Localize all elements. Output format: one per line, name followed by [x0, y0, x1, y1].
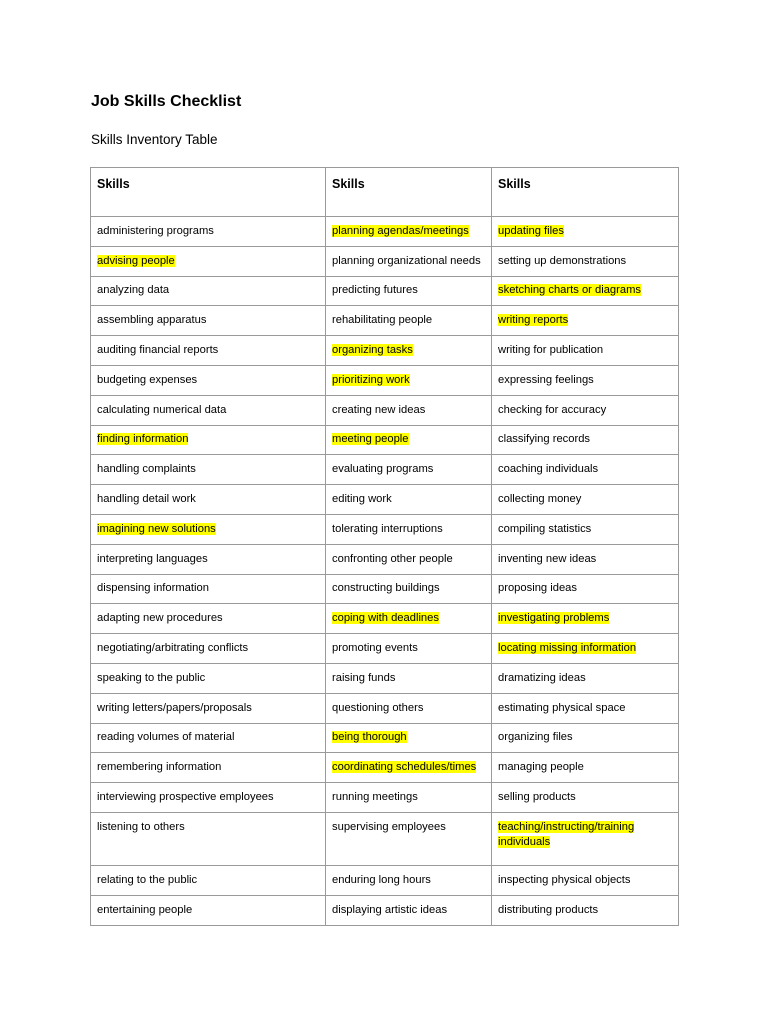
table-cell — [326, 395, 492, 425]
skill-text: reading volumes of material — [97, 731, 235, 744]
table-cell — [492, 723, 679, 753]
column-header: Skills — [492, 168, 679, 217]
highlighted-skill-text: organizing tasks — [332, 344, 413, 357]
skill-text: listening to others — [97, 820, 185, 833]
table-cell — [326, 783, 492, 813]
table-cell — [326, 753, 492, 783]
table-row — [91, 865, 679, 895]
skill-text: running meetings — [332, 791, 418, 804]
skill-text: entertaining people — [97, 903, 193, 916]
skill-text: distributing products — [498, 903, 599, 916]
skill-text: analyzing data — [97, 284, 170, 297]
table-cell — [492, 425, 679, 455]
table-cell — [326, 895, 492, 925]
skill-text: questioning others — [332, 701, 424, 714]
table-row — [91, 455, 679, 485]
skill-text: organizing files — [498, 731, 573, 744]
highlighted-skill-text: locating missing information — [498, 642, 637, 655]
table-cell — [91, 723, 326, 753]
skill-text: inventing new ideas — [498, 552, 597, 565]
table-cell — [326, 276, 492, 306]
skill-text: calculating numerical data — [97, 403, 227, 416]
table-row — [91, 514, 679, 544]
table-cell — [326, 306, 492, 336]
table-cell — [326, 574, 492, 604]
table-cell — [91, 604, 326, 634]
table-row — [91, 753, 679, 783]
skill-text: estimating physical space — [498, 701, 626, 714]
skill-text: evaluating programs — [332, 463, 434, 476]
column-header: Skills — [326, 168, 492, 217]
table-row — [91, 365, 679, 395]
skill-text: writing letters/papers/proposals — [97, 701, 252, 714]
table-cell — [326, 812, 492, 865]
table-cell — [91, 544, 326, 574]
highlighted-skill-text: imagining new solutions — [97, 522, 216, 535]
skill-text: proposing ideas — [498, 582, 577, 595]
table-cell — [91, 306, 326, 336]
table-cell — [492, 753, 679, 783]
highlighted-skill-text: coping with deadlines — [332, 612, 439, 625]
table-cell — [492, 365, 679, 395]
table-cell — [326, 365, 492, 395]
skills-inventory-table — [90, 167, 679, 926]
skill-text: promoting events — [332, 642, 418, 655]
skill-text: selling products — [498, 791, 576, 804]
table-cell — [326, 485, 492, 515]
highlighted-skill-text: advising people — [97, 254, 175, 267]
table-row — [91, 723, 679, 753]
table-cell — [492, 306, 679, 336]
skill-text: supervising employees — [332, 820, 446, 833]
table-row — [91, 544, 679, 574]
skill-text: handling complaints — [97, 463, 196, 476]
table-cell — [492, 485, 679, 515]
skill-text: administering programs — [97, 224, 214, 237]
skill-text: speaking to the public — [97, 671, 206, 684]
table-row — [91, 663, 679, 693]
skill-text: adapting new procedures — [97, 612, 223, 625]
table-cell — [91, 365, 326, 395]
skill-text: checking for accuracy — [498, 403, 607, 416]
skill-text: dispensing information — [97, 582, 209, 595]
table-cell — [326, 425, 492, 455]
table-cell — [492, 544, 679, 574]
table-row — [91, 276, 679, 306]
highlighted-skill-text: meeting people — [332, 433, 409, 446]
table-cell — [492, 276, 679, 306]
highlighted-skill-text: writing reports — [498, 314, 569, 327]
table-cell — [492, 783, 679, 813]
skill-text: budgeting expenses — [97, 373, 198, 386]
skill-text: relating to the public — [97, 873, 198, 886]
skill-text: constructing buildings — [332, 582, 440, 595]
table-row — [91, 217, 679, 247]
table-row — [91, 812, 679, 865]
table-cell — [492, 217, 679, 247]
table-cell — [326, 514, 492, 544]
table-cell — [91, 663, 326, 693]
table-cell — [91, 425, 326, 455]
table-cell — [91, 336, 326, 366]
table-cell — [91, 865, 326, 895]
table-cell — [326, 217, 492, 247]
skill-text: writing for publication — [498, 344, 604, 357]
table-cell — [492, 693, 679, 723]
table-cell — [91, 574, 326, 604]
skill-text: compiling statistics — [498, 522, 592, 535]
skill-text: tolerating interruptions — [332, 522, 443, 535]
skill-text: remembering information — [97, 761, 222, 774]
table-row — [91, 306, 679, 336]
column-header: Skills — [91, 168, 326, 217]
table-cell — [91, 276, 326, 306]
highlighted-skill-text: teaching/instructing/training individuals — [498, 820, 635, 848]
table-row — [91, 336, 679, 366]
highlighted-skill-text: prioritizing work — [332, 373, 410, 386]
table-row — [91, 693, 679, 723]
table-cell — [326, 336, 492, 366]
table-cell — [326, 723, 492, 753]
table-row — [91, 425, 679, 455]
table-cell — [326, 246, 492, 276]
table-row — [91, 395, 679, 425]
table-row — [91, 783, 679, 813]
table-cell — [326, 634, 492, 664]
table-cell — [492, 604, 679, 634]
table-cell — [492, 574, 679, 604]
skill-text: planning organizational needs — [332, 254, 481, 267]
skill-text: classifying records — [498, 433, 591, 446]
skill-text: assembling apparatus — [97, 314, 207, 327]
table-body — [91, 217, 679, 926]
skill-text: creating new ideas — [332, 403, 426, 416]
skill-text: inspecting physical objects — [498, 873, 631, 886]
highlighted-skill-text: investigating problems — [498, 612, 610, 625]
table-cell — [492, 395, 679, 425]
skill-text: expressing feelings — [498, 373, 594, 386]
table-cell — [492, 514, 679, 544]
table-row — [91, 485, 679, 515]
table-cell — [91, 217, 326, 247]
table-cell — [91, 514, 326, 544]
skill-text: auditing financial reports — [97, 344, 219, 357]
table-row — [91, 634, 679, 664]
skill-text: raising funds — [332, 671, 396, 684]
skill-text: rehabilitating people — [332, 314, 433, 327]
table-cell — [91, 455, 326, 485]
table-header-row — [91, 168, 679, 217]
table-row — [91, 604, 679, 634]
table-cell — [326, 604, 492, 634]
table-row — [91, 246, 679, 276]
skill-text: editing work — [332, 493, 392, 506]
table-cell — [91, 634, 326, 664]
table-row — [91, 574, 679, 604]
table-cell — [91, 812, 326, 865]
table-cell — [492, 455, 679, 485]
table-cell — [492, 663, 679, 693]
highlighted-skill-text: planning agendas/meetings — [332, 224, 469, 237]
table-cell — [91, 783, 326, 813]
table-cell — [91, 753, 326, 783]
table-cell — [326, 865, 492, 895]
skill-text: coaching individuals — [498, 463, 599, 476]
highlighted-skill-text: updating files — [498, 224, 564, 237]
table-caption: Skills Inventory Table — [91, 132, 218, 147]
table-cell — [492, 336, 679, 366]
table-cell — [91, 693, 326, 723]
skill-text: negotiating/arbitrating conflicts — [97, 642, 249, 655]
table-cell — [326, 544, 492, 574]
skill-text: interpreting languages — [97, 552, 208, 565]
table-row — [91, 895, 679, 925]
skill-text: interviewing prospective employees — [97, 791, 274, 804]
highlighted-skill-text: finding information — [97, 433, 189, 446]
highlighted-skill-text: being thorough — [332, 731, 407, 744]
skill-text: confronting other people — [332, 552, 453, 565]
table-cell — [492, 246, 679, 276]
table-cell — [492, 895, 679, 925]
table-cell — [492, 865, 679, 895]
table-cell — [492, 812, 679, 865]
table-cell — [326, 663, 492, 693]
skill-text: handling detail work — [97, 493, 196, 506]
skill-text: collecting money — [498, 493, 582, 506]
table-cell — [91, 485, 326, 515]
table-cell — [326, 455, 492, 485]
highlighted-skill-text: sketching charts or diagrams — [498, 284, 642, 297]
highlighted-skill-text: coordinating schedules/times — [332, 761, 477, 774]
table-cell — [91, 246, 326, 276]
skill-text: dramatizing ideas — [498, 671, 586, 684]
table-cell — [91, 895, 326, 925]
table-cell — [326, 693, 492, 723]
table-cell — [91, 395, 326, 425]
skill-text: enduring long hours — [332, 873, 431, 886]
table-cell — [492, 634, 679, 664]
skill-text: predicting futures — [332, 284, 418, 297]
skill-text: displaying artistic ideas — [332, 903, 448, 916]
page-title: Job Skills Checklist — [91, 93, 242, 110]
skill-text: setting up demonstrations — [498, 254, 627, 267]
skill-text: managing people — [498, 761, 584, 774]
